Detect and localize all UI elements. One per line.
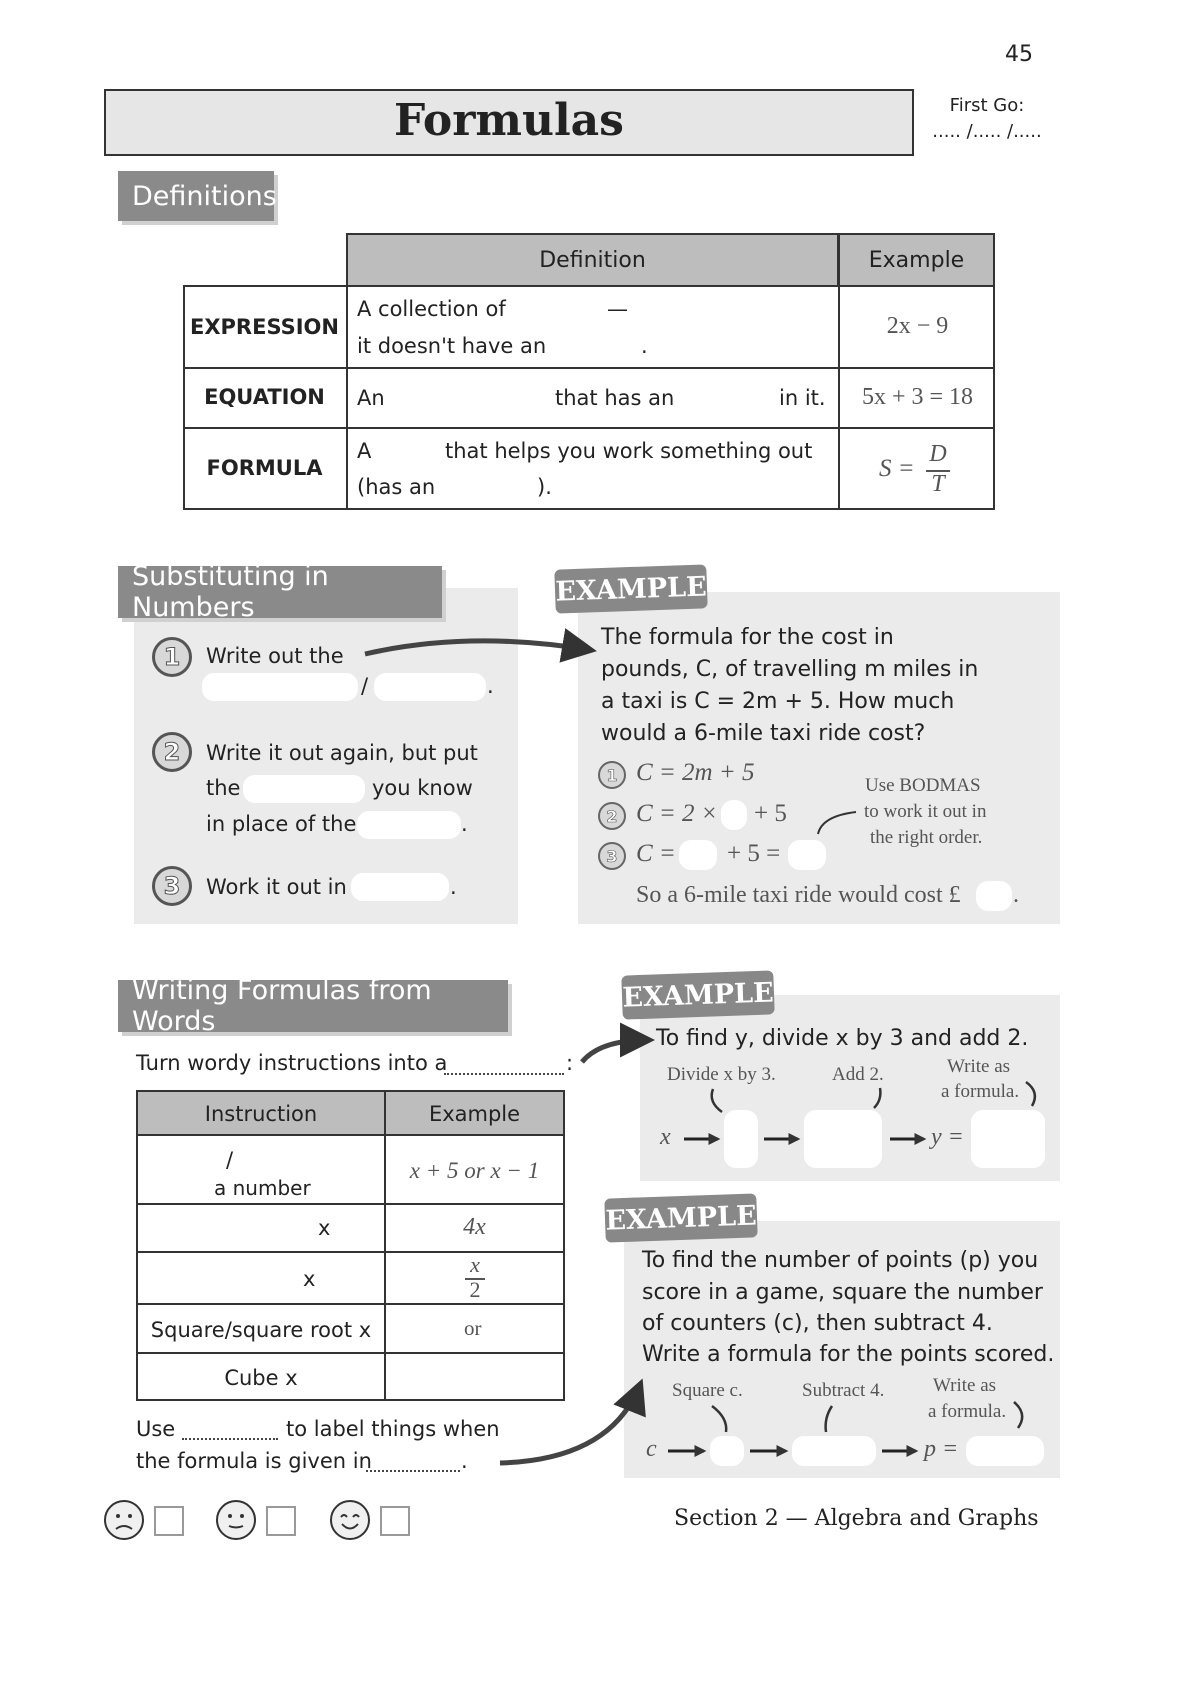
example-2-label-3a: Write as bbox=[947, 1056, 1011, 1077]
row5-instruction: Cube x bbox=[224, 1366, 298, 1390]
ex1-conclusion-end: . bbox=[1013, 882, 1019, 908]
step-2-line1: Write it out again, but put bbox=[206, 741, 478, 765]
example-1-line-2: pounds, C, of travelling m miles in bbox=[601, 657, 979, 682]
col-instruction-label: Instruction bbox=[204, 1102, 318, 1126]
example-3-label-3a: Write as bbox=[933, 1375, 997, 1396]
expression-def-1b: — bbox=[607, 297, 628, 321]
step-1-text: Write out the bbox=[206, 644, 344, 668]
expression-def-2a: it doesn't have an bbox=[357, 334, 547, 358]
row4-instruction: Square/square root x bbox=[150, 1318, 372, 1342]
formula-def-2b: ). bbox=[537, 475, 552, 499]
step-2-line3b: . bbox=[461, 812, 468, 836]
step-2-line2b: you know bbox=[372, 776, 473, 800]
equation-def-a: An bbox=[357, 386, 385, 410]
expression-def-2b: . bbox=[641, 334, 648, 358]
example-1-line-1: The formula for the cost in bbox=[601, 625, 894, 650]
example-2-label-3b: a formula. bbox=[941, 1081, 1020, 1102]
happy-face-icon bbox=[330, 1500, 370, 1540]
example-3-line-1: To find the number of points (p) you bbox=[642, 1248, 1039, 1273]
term-formula: FORMULA bbox=[206, 456, 323, 480]
step-2-line3a: in place of the bbox=[206, 812, 357, 836]
example-3-tab: EXAMPLE bbox=[604, 1193, 757, 1242]
ex1-step-2b: + 5 bbox=[754, 800, 787, 827]
formula-def-1b: that helps you work something out bbox=[445, 439, 813, 463]
ex1-note-3: the right order. bbox=[870, 827, 983, 848]
substituting-heading: Substituting in Numbers bbox=[118, 566, 442, 618]
example-2-text: To find y, divide x by 3 and add 2. bbox=[656, 1026, 1029, 1051]
equation-def-c: in it. bbox=[779, 386, 826, 410]
ex1-step-2-circle: 2 bbox=[598, 802, 626, 830]
expression-example: 2x − 9 bbox=[886, 313, 949, 339]
example-2-label-2: Add 2. bbox=[832, 1064, 884, 1085]
example-2-end: y = bbox=[931, 1124, 964, 1150]
ex1-step-3-circle: 3 bbox=[598, 842, 626, 870]
example-3-end: p = bbox=[924, 1436, 959, 1462]
sad-face-icon bbox=[104, 1500, 144, 1540]
arrow-to-example-1 bbox=[365, 641, 590, 654]
use-line2b: . bbox=[461, 1449, 468, 1473]
example-3-line-3: of counters (c), then subtract 4. bbox=[642, 1311, 993, 1336]
row4-or: or bbox=[464, 1316, 482, 1340]
step-2-circle: 2 bbox=[152, 732, 192, 772]
checkbox-happy[interactable] bbox=[380, 1506, 410, 1536]
example-1-line-3: a taxi is C = 2m + 5. How much bbox=[601, 689, 955, 714]
checkbox-neutral[interactable] bbox=[266, 1506, 296, 1536]
ex1-step-2a: C = 2 × bbox=[636, 800, 718, 827]
definitions-heading: Definitions bbox=[118, 171, 274, 221]
row3-den: 2 bbox=[469, 1277, 481, 1302]
ex1-step-1-circle: 1 bbox=[598, 761, 626, 789]
col-definition-label: Definition bbox=[539, 248, 646, 273]
use-line1a: Use bbox=[136, 1417, 176, 1441]
formula-example-den: T bbox=[931, 471, 945, 497]
ex1-note-2: to work it out in bbox=[864, 801, 987, 822]
footer-section: Section 2 — Algebra and Graphs bbox=[674, 1506, 1039, 1531]
example-3-label-1: Square c. bbox=[672, 1380, 743, 1401]
col-example-label: Example bbox=[868, 248, 965, 273]
example-3-line-2: score in a game, square the number bbox=[642, 1280, 1043, 1305]
formula-def-1a: A bbox=[357, 439, 372, 463]
equation-def-b: that has an bbox=[555, 386, 675, 410]
first-go-label: First Go: bbox=[949, 95, 1025, 116]
example-3-label-3b: a formula. bbox=[928, 1401, 1007, 1422]
example-1-tab: EXAMPLE bbox=[554, 564, 707, 613]
step-3-text: Work it out in bbox=[206, 875, 347, 899]
example-3-line-4: Write a formula for the points scored. bbox=[642, 1342, 1055, 1367]
use-line1b: to label things when bbox=[286, 1417, 500, 1441]
example-1-line-4: would a 6-mile taxi ride cost? bbox=[601, 721, 926, 746]
ex1-step-3b: + 5 = bbox=[727, 840, 781, 867]
term-equation: EQUATION bbox=[204, 385, 325, 409]
row3-tail: x bbox=[303, 1267, 316, 1291]
row1-example: x + 5 or x − 1 bbox=[409, 1158, 540, 1183]
neutral-face-icon bbox=[216, 1500, 256, 1540]
row1-slash: / bbox=[226, 1148, 234, 1172]
example-3-start: c bbox=[646, 1436, 657, 1462]
formula-def-2a: (has an bbox=[357, 475, 436, 499]
bodmas-hook bbox=[818, 812, 856, 834]
writing-heading: Writing Formulas from Words bbox=[118, 980, 508, 1032]
writing-intro: Turn wordy instructions into a bbox=[136, 1051, 448, 1075]
ex1-step-3a: C = bbox=[636, 840, 676, 867]
page-number: 45 bbox=[1005, 42, 1033, 67]
arrow-to-example-2 bbox=[582, 1040, 648, 1062]
row2-tail: x bbox=[318, 1216, 331, 1240]
first-go-date[interactable]: ..... /..... /..... bbox=[932, 121, 1042, 142]
step-1-circle: 1 bbox=[152, 637, 192, 677]
term-expression: EXPRESSION bbox=[190, 315, 339, 339]
step-3-end: . bbox=[450, 875, 457, 899]
row3-num: x bbox=[470, 1252, 480, 1277]
step-1-slash: / bbox=[361, 674, 369, 698]
use-line2a: the formula is given in bbox=[136, 1449, 372, 1473]
formula-example-num: D bbox=[929, 441, 947, 467]
example-2-label-1: Divide x by 3. bbox=[667, 1064, 776, 1085]
example-2-start: x bbox=[660, 1124, 671, 1150]
ex1-step-1: C = 2m + 5 bbox=[636, 759, 755, 786]
step-3-circle: 3 bbox=[152, 866, 192, 906]
ex1-note-1: Use BODMAS bbox=[865, 775, 981, 796]
formula-example-lhs: S = bbox=[879, 455, 915, 482]
ex1-conclusion: So a 6-mile taxi ride would cost £ bbox=[636, 882, 961, 908]
row1-tail: a number bbox=[214, 1176, 311, 1200]
expression-def-1a: A collection of bbox=[357, 297, 506, 321]
row2-example: 4x bbox=[463, 1214, 486, 1240]
example-2-tab: EXAMPLE bbox=[621, 970, 774, 1019]
arrow-to-example-3 bbox=[500, 1385, 640, 1463]
step-2-line2a: the bbox=[206, 776, 241, 800]
col-example-label-2: Example bbox=[428, 1102, 521, 1126]
equation-example: 5x + 3 = 18 bbox=[861, 384, 974, 410]
page-title: Formulas bbox=[394, 95, 624, 146]
writing-intro-end: : bbox=[566, 1051, 574, 1075]
example-3-label-2: Subtract 4. bbox=[802, 1380, 885, 1401]
step-1-end: . bbox=[487, 674, 494, 698]
checkbox-sad[interactable] bbox=[154, 1506, 184, 1536]
